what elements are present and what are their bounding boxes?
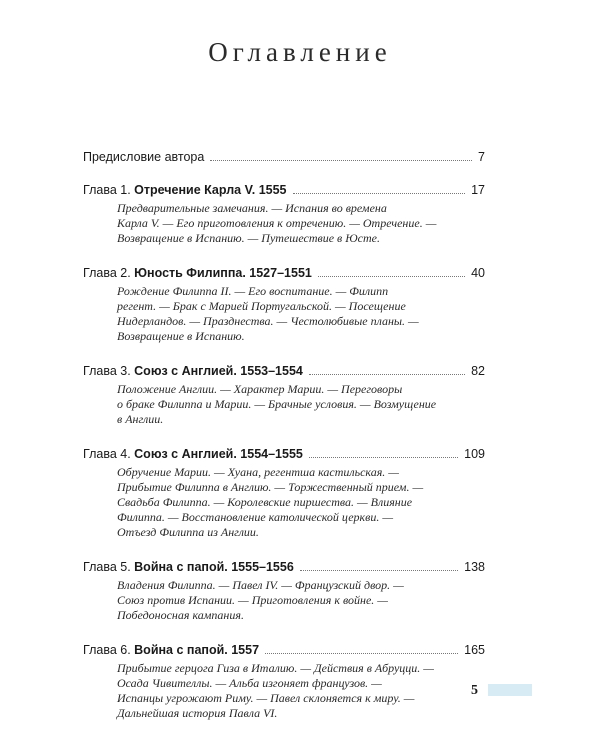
chapter-summary — [117, 284, 485, 344]
dot-leader — [293, 192, 466, 194]
chapter-title: Война с папой. 1555–1556 — [134, 560, 294, 574]
summary-line: Предварительные замечания. — Испания во времена — [117, 201, 387, 215]
chapter-prefix: Глава 2. — [83, 266, 131, 280]
toc-page-number: 40 — [471, 266, 485, 280]
toc-entry-chapter-1[interactable] — [83, 183, 485, 246]
toc-chapter-heading — [83, 447, 303, 462]
toc-entry-preface[interactable] — [83, 150, 485, 165]
chapter-summary — [117, 661, 485, 721]
summary-line: регент. — Брак с Марией Португальской. — Посещение — [117, 299, 406, 313]
summary-line: Свадьба Филиппа. — Королевские пиршества. — Влияние — [117, 495, 413, 509]
summary-line: Нидерландов. — Празднества. — Честолюбивые планы. — — [117, 314, 419, 328]
summary-line: Возвращение в Испанию. — Путешествие в Юсте. — [117, 231, 380, 245]
toc-chapter-heading — [83, 266, 312, 281]
summary-line: Прибытие Филиппа в Англию. — Торжественный прием. — — [117, 480, 424, 494]
toc-entry-label: Предисловие автора — [83, 150, 205, 164]
chapter-summary — [117, 382, 485, 427]
toc-page-number: 109 — [464, 447, 485, 461]
toc-entry-line — [83, 447, 485, 462]
page-number: 5 — [471, 683, 478, 698]
summary-line: Победоносная кампания. — [117, 608, 244, 622]
dot-leader — [309, 373, 465, 375]
toc-entry-line — [83, 150, 485, 165]
toc-page-number: 138 — [464, 560, 485, 574]
summary-line: Союз против Испании. — Приготовления к войне. — — [117, 593, 388, 607]
summary-line: Дальнейшая история Павла VI. — [117, 706, 278, 720]
chapter-title: Юность Филиппа. 1527–1551 — [134, 266, 312, 280]
summary-line: в Англии. — [117, 412, 164, 426]
dot-leader — [309, 456, 458, 458]
toc-chapter-heading — [83, 364, 303, 379]
toc-entry-line — [83, 364, 485, 379]
summary-line: Карла V. — Его приготовления к отречению. — Отречение. — — [117, 216, 437, 230]
chapter-prefix: Глава 4. — [83, 447, 131, 461]
summary-line: Прибытие герцога Гиза в Италию. — Действия в Абруцци. — — [117, 661, 434, 675]
summary-line: Рождение Филиппа II. — Его воспитание. — Филипп — [117, 284, 389, 298]
library-stamp — [488, 684, 532, 696]
chapter-title: Союз с Англией. 1553–1554 — [134, 364, 303, 378]
chapter-summary — [117, 465, 485, 540]
toc-entry-line — [83, 643, 485, 658]
toc-entry-chapter-2[interactable] — [83, 266, 485, 344]
summary-line: Филиппа. — Восстановление католической церкви. — — [117, 510, 394, 524]
summary-line: Владения Филиппа. — Павел IV. — Французский двор. — — [117, 578, 404, 592]
summary-line: Обручение Марии. — Хуана, регентша кастильская. — — [117, 465, 399, 479]
summary-line: Возвращение в Испанию. — [117, 329, 245, 343]
toc-chapter-heading — [83, 183, 287, 198]
dot-leader — [265, 652, 458, 654]
dot-leader — [318, 275, 465, 277]
table-of-contents — [83, 150, 485, 721]
summary-line: о браке Филиппа и Марии. — Брачные условия. — Возмущение — [117, 397, 437, 411]
chapter-prefix: Глава 1. — [83, 183, 131, 197]
toc-entry-chapter-6[interactable] — [83, 643, 485, 721]
toc-entry-line — [83, 560, 485, 575]
chapter-title: Отречение Карла V. 1555 — [134, 183, 287, 197]
toc-entry-chapter-3[interactable] — [83, 364, 485, 427]
summary-line: Отъезд Филиппа из Англии. — [117, 525, 259, 539]
dot-leader — [210, 159, 472, 161]
chapter-prefix: Глава 5. — [83, 560, 131, 574]
chapter-prefix: Глава 6. — [83, 643, 131, 657]
summary-line: Положение Англии. — Характер Марии. — Переговоры — [117, 382, 403, 396]
chapter-title: Союз с Англией. 1554–1555 — [134, 447, 303, 461]
toc-entry-line — [83, 183, 485, 198]
toc-page-number: 165 — [464, 643, 485, 657]
toc-page-number: 7 — [478, 150, 485, 164]
toc-chapter-heading — [83, 560, 294, 575]
toc-entry-chapter-5[interactable] — [83, 560, 485, 623]
dot-leader — [300, 569, 458, 571]
summary-line: Осада Чивителлы. — Альба изгоняет французов. — — [117, 676, 382, 690]
toc-page-number: 17 — [471, 183, 485, 197]
chapter-summary — [117, 578, 485, 623]
page-title: Оглавление — [208, 37, 392, 67]
chapter-title: Война с папой. 1557 — [134, 643, 260, 657]
toc-page-number: 82 — [471, 364, 485, 378]
summary-line: Испанцы угрожают Риму. — Павел склоняется к миру. — — [117, 691, 415, 705]
toc-entry-chapter-4[interactable] — [83, 447, 485, 540]
chapter-summary — [117, 201, 485, 246]
toc-entry-line — [83, 266, 485, 281]
toc-chapter-heading — [83, 643, 259, 658]
chapter-prefix: Глава 3. — [83, 364, 131, 378]
